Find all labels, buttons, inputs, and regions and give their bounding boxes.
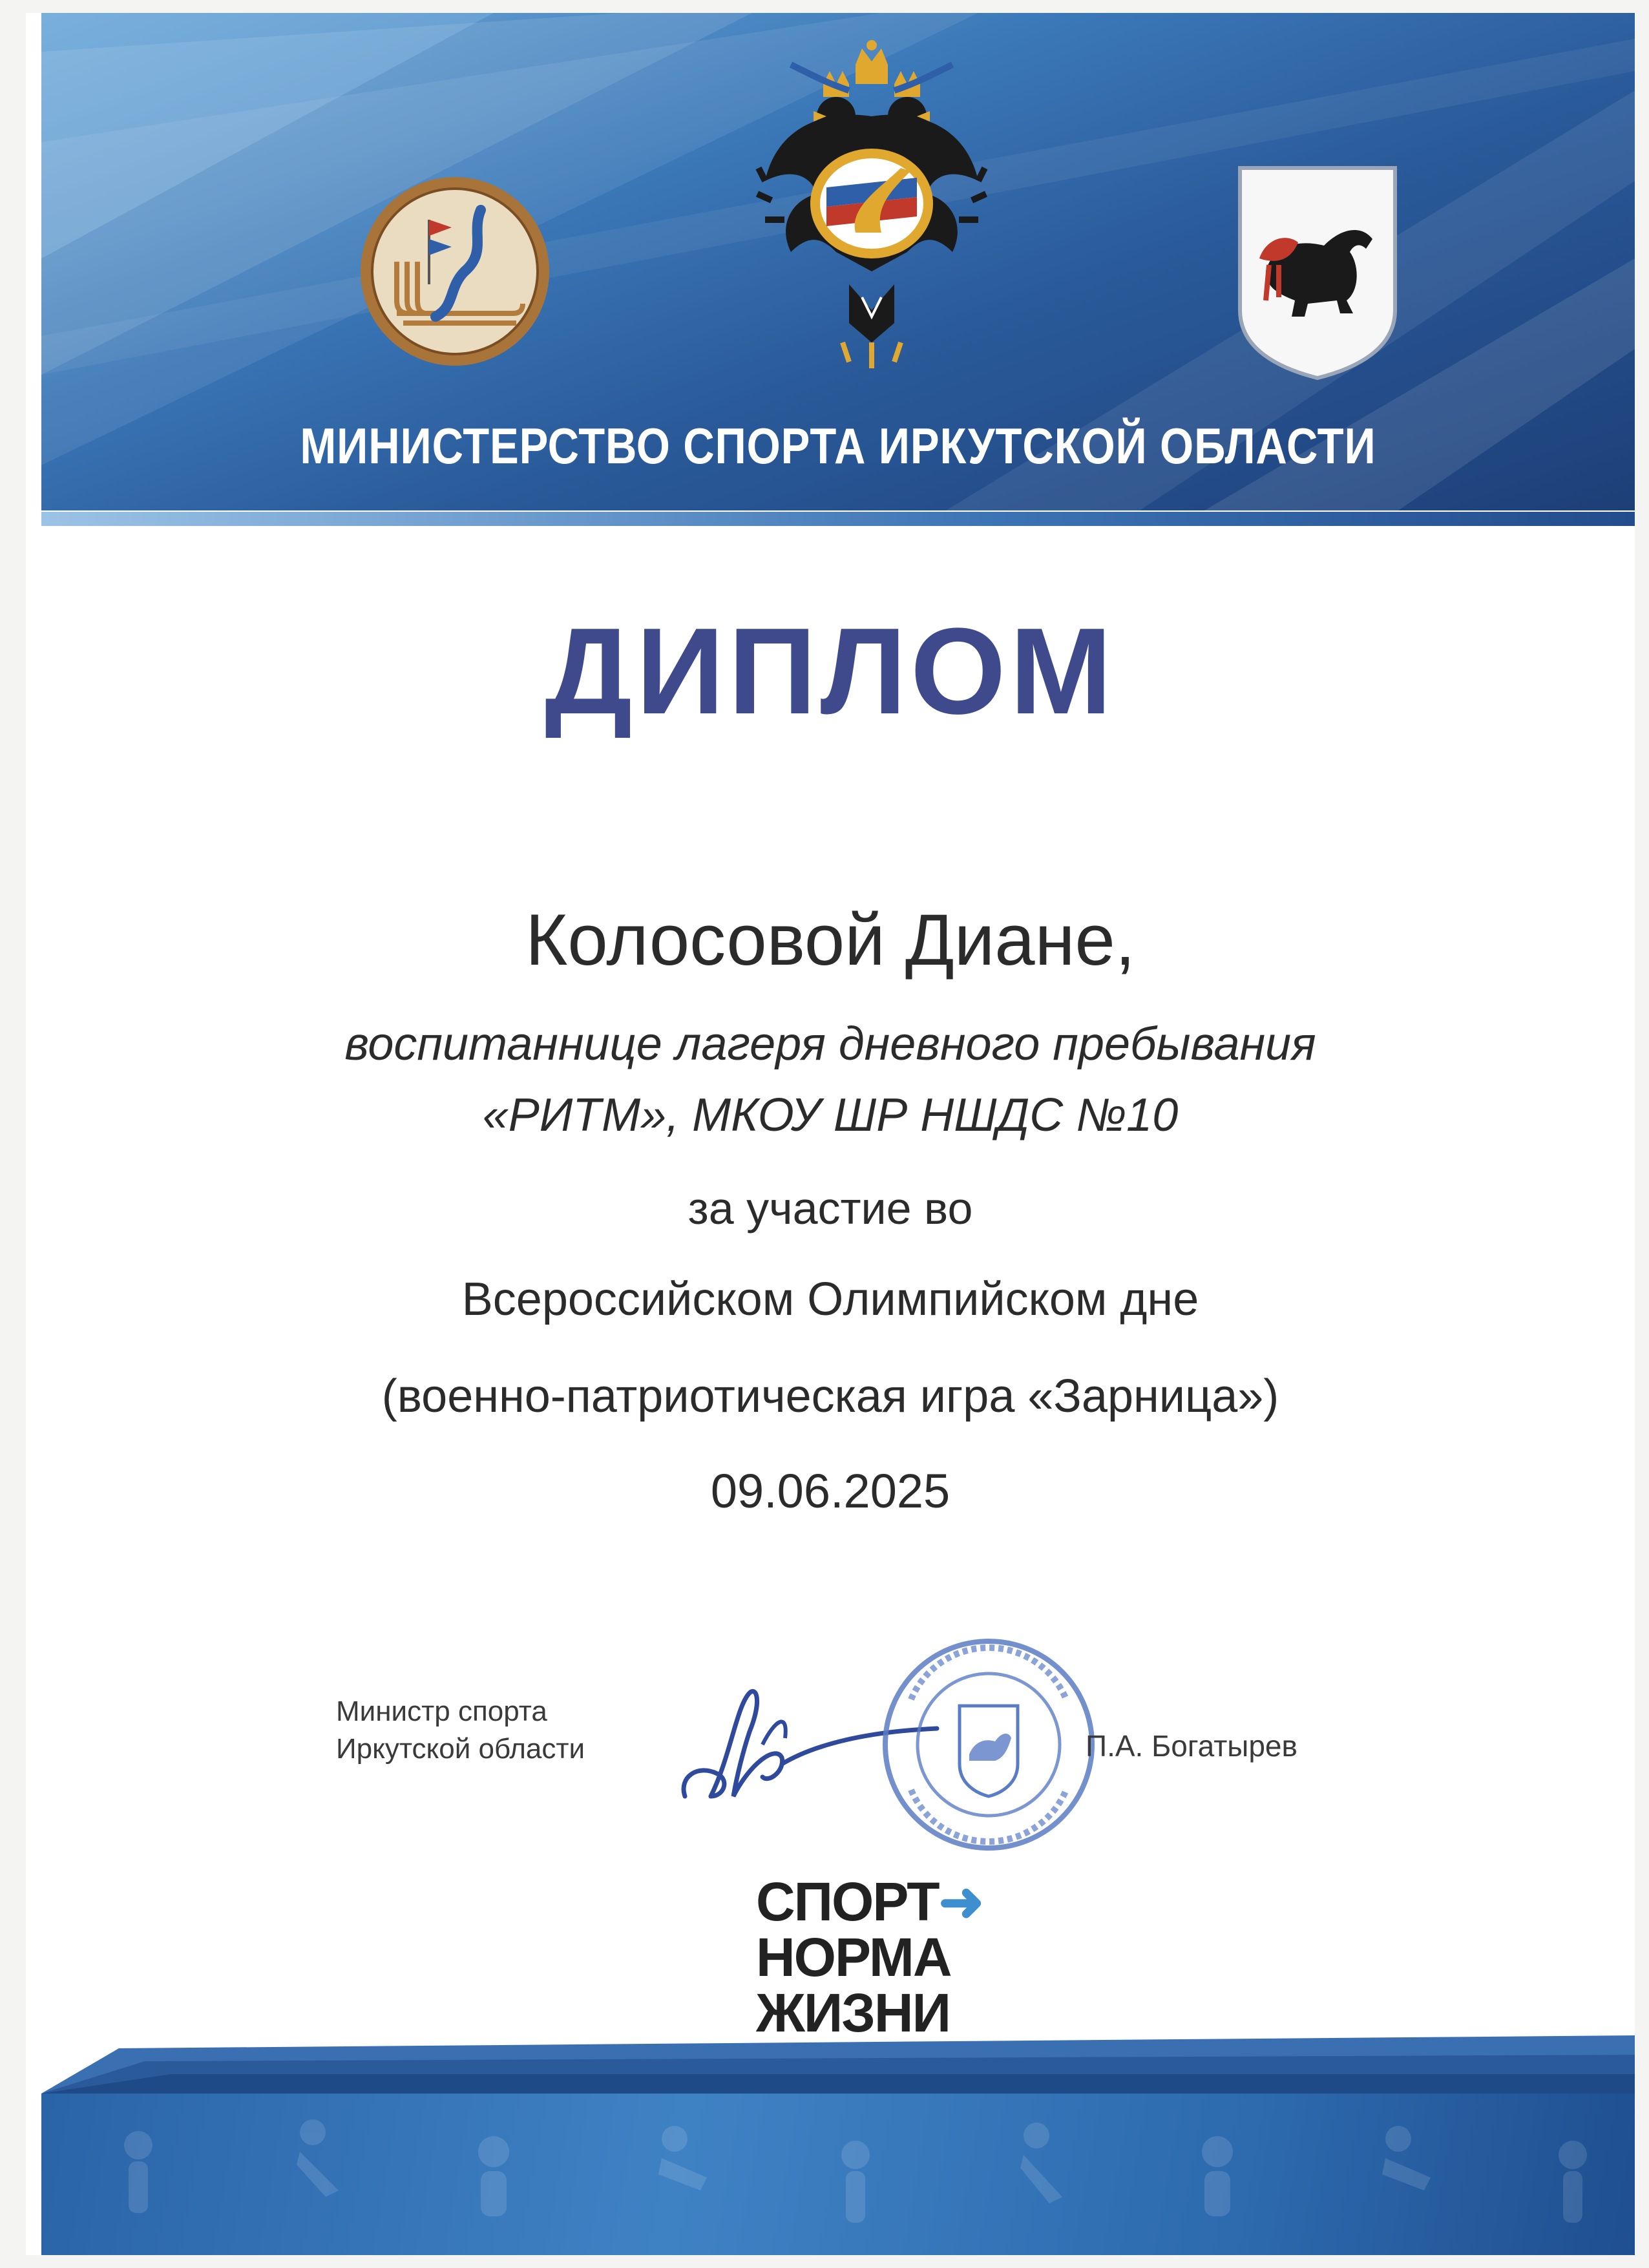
footer-sports-pattern: [41, 2094, 1635, 2255]
header-band: [41, 13, 1635, 510]
header-divider: [41, 512, 1635, 526]
recipient-description-line2: «РИТМ», МКОУ ШР НШДС №10: [482, 1089, 1179, 1141]
award-reason: за участие во: [688, 1183, 973, 1234]
recipient-name: Колосовой Диане,: [525, 899, 1135, 980]
recipient-description-line1: воспитаннице лагеря дневного пребывания: [344, 1018, 1316, 1070]
signatory-title: [336, 1693, 585, 1768]
arrow-right-icon: ➜: [938, 1871, 983, 1932]
signatory-name: П.А. Богатырев: [1086, 1729, 1297, 1763]
event-detail: (военно-патриотическая игра «Зарница»): [381, 1370, 1279, 1422]
baikal-sport-emblem-icon: [358, 174, 552, 368]
official-stamp-icon: [872, 1635, 1105, 1854]
footer-wave: [41, 2035, 1635, 2094]
slogan-line3: ЖИЗНИ: [756, 1982, 950, 2043]
signatory-title-line2: Иркутской области: [336, 1733, 585, 1765]
signatory-title-line1: Министр спорта: [336, 1696, 547, 1727]
irkutsk-coat-of-arms-icon: [1234, 162, 1402, 381]
slogan-line2: НОРМА: [756, 1927, 951, 1988]
ministry-title: МИНИСТЕРСТВО СПОРТА ИРКУТСКОЙ ОБЛАСТИ: [300, 417, 1376, 474]
diploma-title: ДИПЛОМ: [545, 603, 1116, 740]
footer-band: [41, 2035, 1635, 2255]
award-date: 09.06.2025: [710, 1464, 951, 1518]
russian-eagle-emblem-icon: [752, 39, 991, 375]
sport-silhouettes-icon: [41, 2094, 1635, 2255]
sport-norm-of-life-logo: [756, 1871, 983, 2043]
slogan-line1: СПОРТ: [756, 1871, 939, 1932]
event-name: Всероссийском Олимпийском дне: [461, 1274, 1199, 1325]
diploma-sheet: [26, 13, 1635, 2255]
